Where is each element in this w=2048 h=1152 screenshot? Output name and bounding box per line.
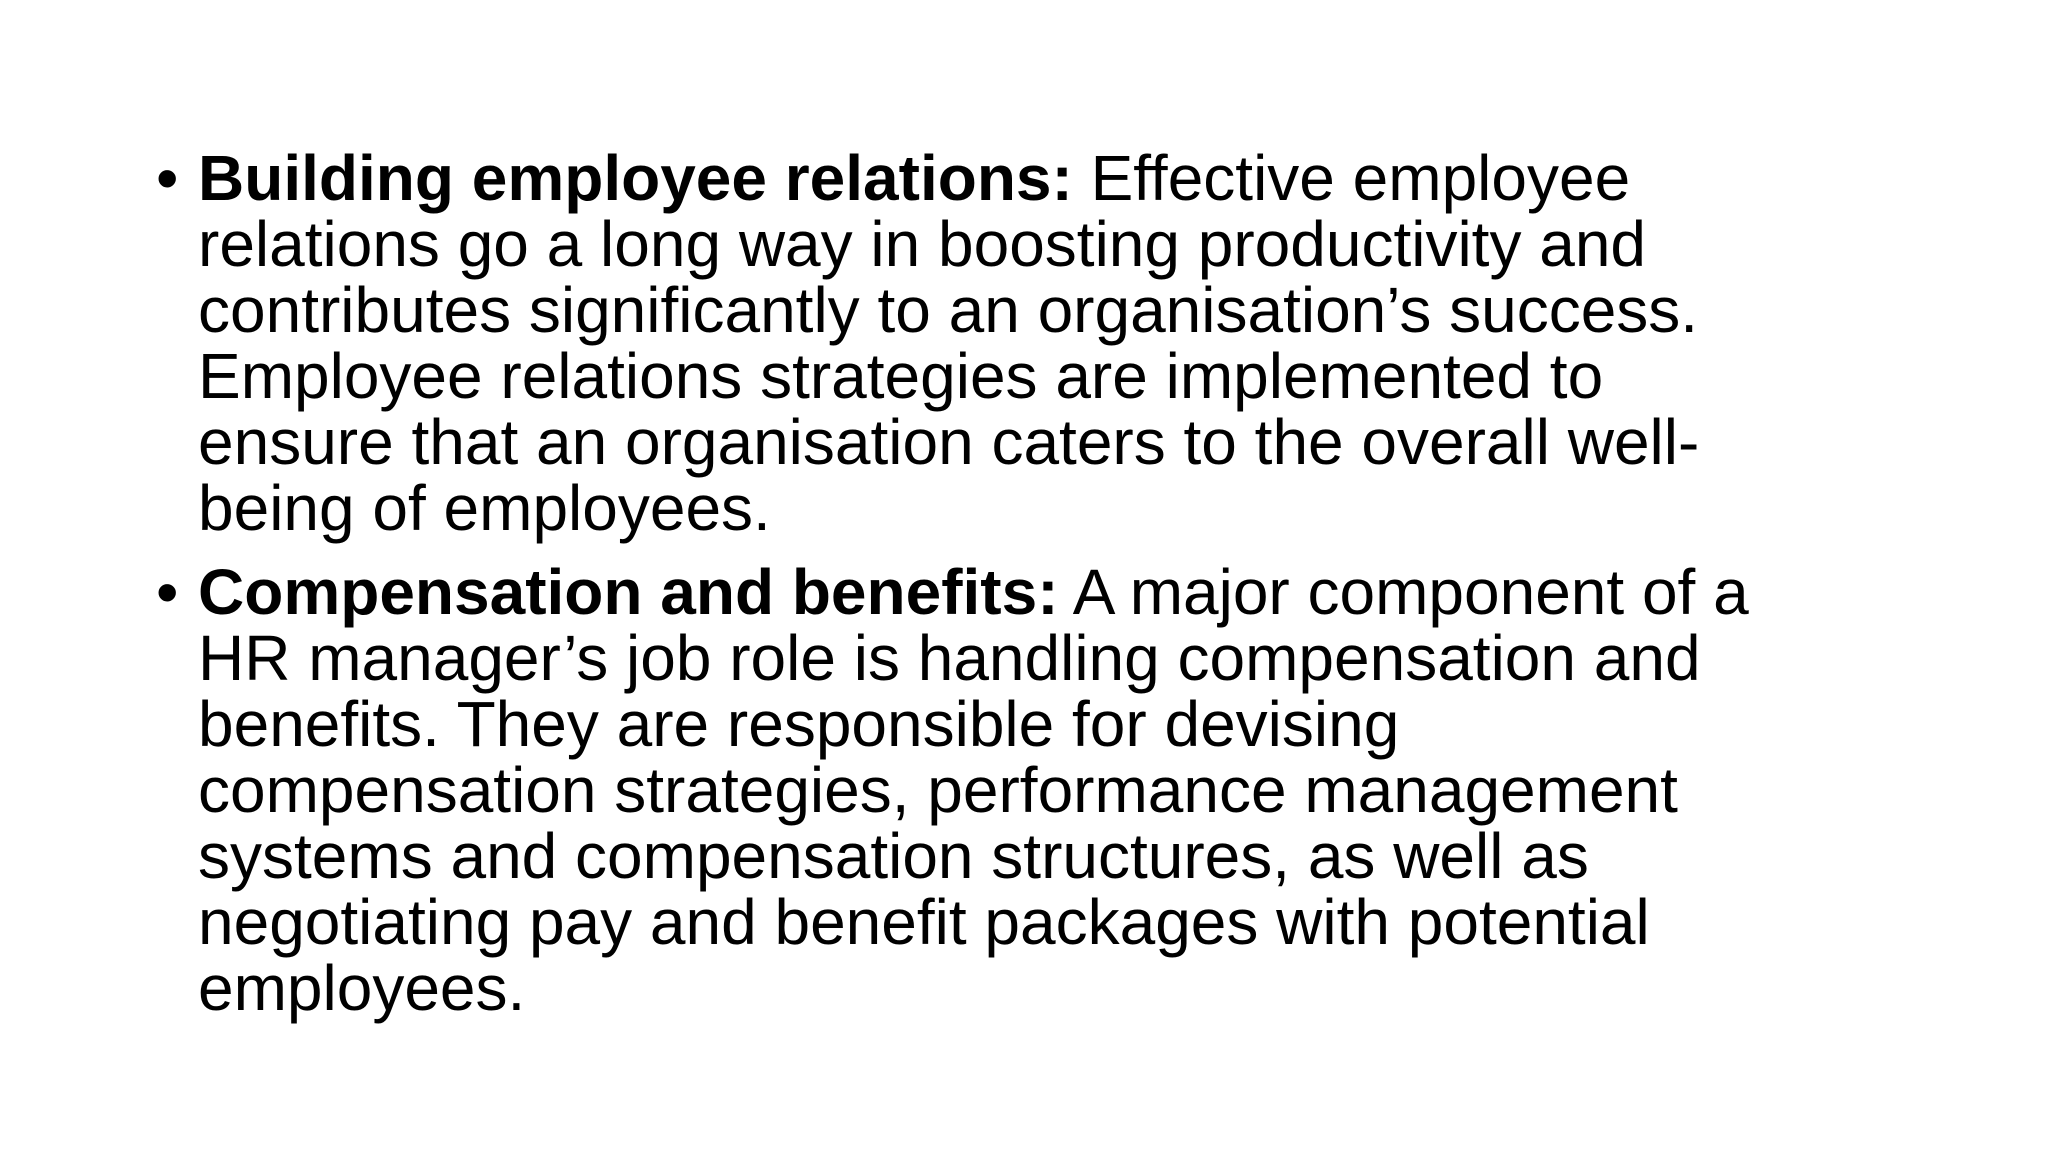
bullet-item-employee-relations	[150, 142, 1910, 544]
bullet-first-line	[198, 142, 1910, 214]
bullet-list	[150, 142, 1910, 1039]
bullet-line: relations go a long way in boosting productivity and	[198, 208, 1646, 280]
bullet-term: Building employee relations:	[198, 142, 1073, 214]
bullet-text	[198, 556, 1910, 1024]
bullet-icon: •	[156, 142, 179, 214]
bullet-line: A major component of a	[1058, 556, 1749, 628]
bullet-line: Effective employee	[1072, 142, 1631, 214]
bullet-line: negotiating pay and benefit packages with potential	[198, 886, 1650, 958]
bullet-line: compensation strategies, performance management	[198, 754, 1678, 826]
bullet-line: HR manager’s job role is handling compensation and	[198, 622, 1701, 694]
bullet-term: Compensation and benefits:	[198, 556, 1059, 628]
bullet-first-line	[198, 556, 1910, 628]
bullet-line: employees.	[198, 952, 526, 1024]
bullet-text	[198, 142, 1910, 544]
bullet-line: being of employees.	[198, 472, 771, 544]
bullet-line: contributes significantly to an organisation’s success.	[198, 274, 1699, 346]
bullet-line: benefits. They are responsible for devising	[198, 688, 1400, 760]
bullet-icon: •	[156, 556, 179, 628]
bullet-line: ensure that an organisation caters to the overall well-	[198, 406, 1700, 478]
bullet-item-compensation-benefits	[150, 556, 1910, 1024]
bullet-line: Employee relations strategies are implemented to	[198, 340, 1604, 412]
bullet-line: systems and compensation structures, as well as	[198, 820, 1589, 892]
